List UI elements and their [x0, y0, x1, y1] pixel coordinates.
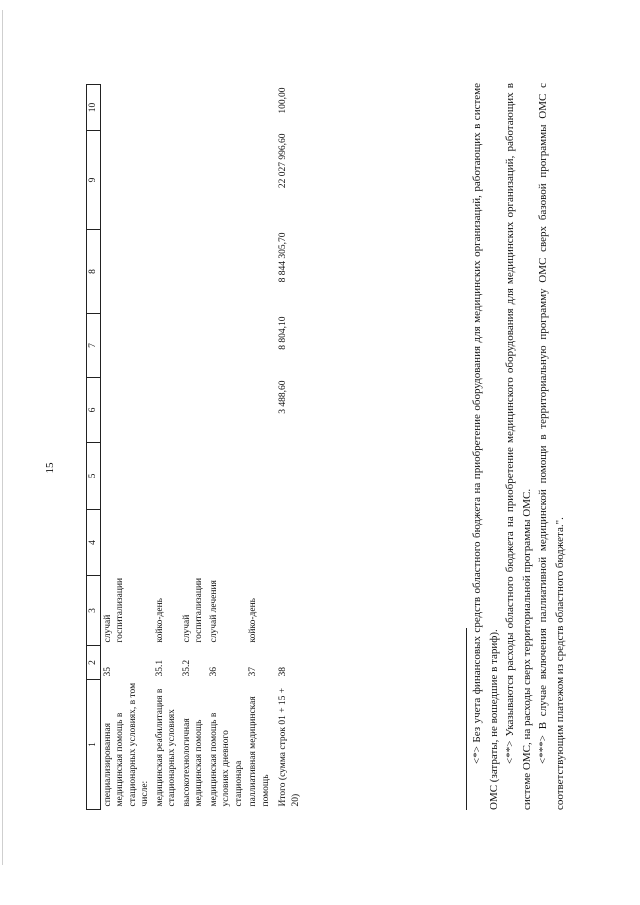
table-cell: [207, 85, 247, 131]
row-label: медицинская помощь в условиях дневного стационара: [208, 712, 244, 807]
table-cell: [153, 510, 180, 576]
footnote: <*> Без учета финансовых средств областного бюджета на приобретение оборудования для медицинских организаций, работающих в системе ОМС (затраты, не вошедшие в тариф).: [471, 83, 500, 810]
table-cell: [273, 510, 303, 576]
footnote: <***> В случае включения паллиативной медицинской помощи в территориальную программу ОМС сверх базовой программы ОМС с соответствующим платежом из средств областного бюджета.".: [537, 83, 566, 810]
table-row: [246, 85, 273, 810]
column-header: 5: [87, 443, 101, 510]
table-cell: [207, 443, 247, 510]
table-cell: [100, 510, 153, 576]
column-header: 3: [87, 576, 101, 646]
table-cell: 100,00: [278, 87, 289, 114]
row-unit: случай лечения: [208, 580, 219, 643]
table-cell: [180, 443, 207, 510]
row-code: 38: [278, 667, 289, 677]
row-code: 37: [248, 667, 259, 677]
table-cell: [153, 314, 180, 378]
table-cell: [100, 378, 153, 443]
table-cell: [100, 131, 153, 230]
row-unit: [273, 576, 303, 646]
table-cell: 22 027 996,60: [278, 133, 289, 189]
table-row: [207, 85, 247, 810]
column-header: 1: [87, 680, 101, 810]
table-cell: [246, 314, 273, 378]
row-label: высокотехнологичная медицинская помощь: [181, 718, 205, 807]
table-cell: 8 804,10: [278, 316, 289, 350]
table-cell: [153, 85, 180, 131]
column-header: 10: [87, 85, 101, 131]
table-row: [180, 85, 207, 810]
row-code: 35: [102, 667, 113, 677]
column-number-row: [87, 85, 101, 810]
table-cell: [153, 131, 180, 230]
table-cell: [246, 443, 273, 510]
row-label: Итого (сумма строк 01 + 15 + 20): [278, 687, 301, 807]
table-cell: [180, 314, 207, 378]
table-cell: [246, 131, 273, 230]
column-header: 2: [87, 646, 101, 680]
table-cell: [153, 378, 180, 443]
table-cell: [246, 378, 273, 443]
row-code: 36: [208, 667, 219, 677]
footnotes: [466, 83, 568, 810]
row-unit: койко-день: [248, 598, 259, 643]
row-unit: случай госпитализации: [181, 577, 205, 643]
table-cell: 3 488,60: [278, 380, 289, 414]
column-header: 4: [87, 510, 101, 576]
footnote-separator: [466, 628, 467, 810]
table-cell: [207, 378, 247, 443]
table-cell: [273, 443, 303, 510]
row-code: 35.1: [154, 659, 165, 677]
financing-table: [86, 84, 304, 810]
table-cell: [180, 131, 207, 230]
table-cell: [246, 510, 273, 576]
column-header: 7: [87, 314, 101, 378]
row-code: 35.2: [181, 659, 192, 677]
table-cell: [207, 230, 247, 314]
table-cell: [180, 378, 207, 443]
table-row: [153, 85, 180, 810]
scan-edge-line: [2, 10, 3, 865]
column-header: 8: [87, 230, 101, 314]
table-cell: [100, 85, 153, 131]
table-cell: [153, 230, 180, 314]
table-cell: [100, 314, 153, 378]
row-label: специализированная медицинская помощь в стационарных условиях, в том числе:: [102, 682, 151, 807]
table-cell: [246, 85, 273, 131]
table-cell: [180, 510, 207, 576]
table-cell: [180, 230, 207, 314]
table-cell: [207, 510, 247, 576]
table-cell: [100, 443, 153, 510]
footnote: <**> Указываются расходы областного бюджета на приобретение медицинского оборудования для медицинских организаций, работающих в системе ОМС, на расходы сверх территориальной программы ОМС.: [504, 83, 533, 810]
total-row: [273, 85, 303, 810]
column-header: 9: [87, 131, 101, 230]
row-unit: случай госпитализации: [102, 577, 126, 643]
table-row: [100, 85, 153, 810]
table-cell: [100, 230, 153, 314]
page-number: 15: [44, 462, 56, 474]
row-label: паллиативная медицинская помощь: [248, 696, 271, 807]
table-cell: [246, 230, 273, 314]
table-cell: 8 844 305,70: [278, 232, 289, 283]
row-unit: койко-день: [154, 598, 165, 643]
table-cell: [207, 314, 247, 378]
row-label: медицинская реабилитация в стационарных условиях: [154, 688, 178, 807]
column-header: 6: [87, 378, 101, 443]
table-cell: [153, 443, 180, 510]
table-cell: [180, 85, 207, 131]
table-cell: [207, 131, 247, 230]
